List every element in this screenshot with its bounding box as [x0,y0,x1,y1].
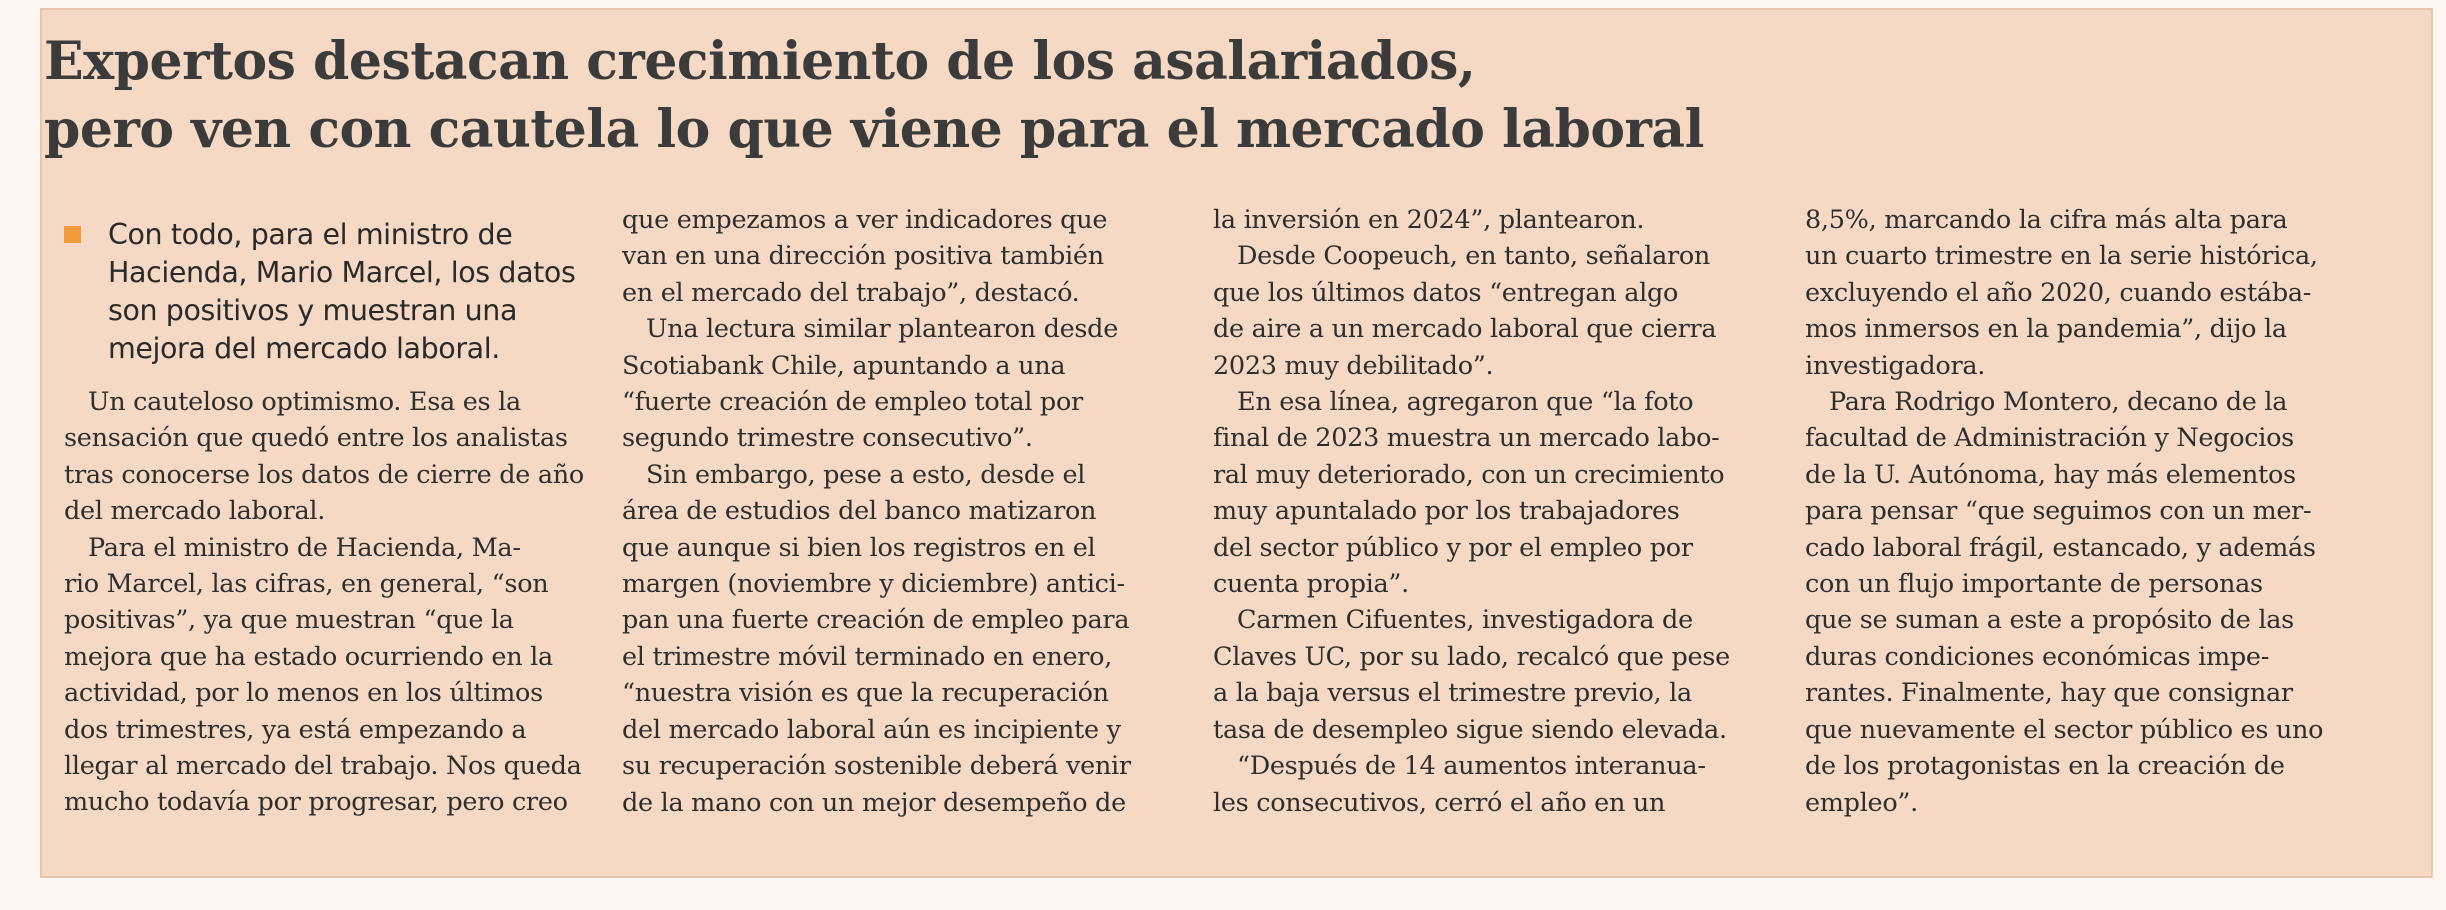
body-line: sensación que quedó entre los analistas [64,423,568,454]
body-line: que empezamos a ver indicadores que [622,205,1108,235]
headline-line: Expertos destacan crecimiento de los asalariados, [44,31,1476,92]
orange-square-bullet-icon [64,226,81,243]
body-line: final de 2023 muestra un mercado labo- [1213,423,1720,454]
body-line: de la U. Autónoma, hay más elementos [1805,459,2296,490]
body-line: Claves UC, por su lado, recalcó que pese [1213,641,1730,672]
body-line: van en una dirección positiva también [622,241,1104,272]
body-line: su recuperación sostenible deberá venir [622,751,1131,782]
body-line: empleo”. [1805,787,1918,818]
body-line: pan una fuerte creación de empleo para [622,605,1130,636]
body-line: del mercado laboral aún es incipiente y [622,714,1121,745]
body-line: ral muy deteriorado, con un crecimiento [1213,459,1725,490]
body-line: de la mano con un mejor desempeño de [622,787,1126,818]
body-line: 8,5%, marcando la cifra más alta para [1805,205,2288,235]
lead-line: Con todo, para el ministro de [108,218,513,251]
body-line: Para Rodrigo Montero, decano de la [1829,387,2288,418]
body-line: investigadora. [1805,350,1986,381]
body-line: En esa línea, agregaron que “la foto [1237,387,1694,418]
body-line: el trimestre móvil terminado en enero, [622,641,1113,672]
article-headline [44,28,2344,164]
body-line: muy apuntalado por los trabajadores [1213,496,1680,527]
body-line: Carmen Cifuentes, investigadora de [1237,605,1693,636]
body-line: la inversión en 2024”, plantearon. [1213,205,1645,235]
headline-line: pero ven con cautela lo que viene para el mercado laboral [44,99,1704,160]
body-line: del mercado laboral. [64,496,326,527]
body-line: mejora que ha estado ocurriendo en la [64,641,553,672]
body-line: segundo trimestre consecutivo”. [622,423,1033,454]
article-column-3 [1213,202,1793,821]
article-column-2 [622,202,1202,821]
body-line: Para el ministro de Hacienda, Ma- [88,532,521,563]
article-column-4 [1805,202,2385,821]
body-line: actividad, por lo menos en los últimos [64,678,543,709]
body-line: dos trimestres, ya está empezando a [64,714,527,745]
body-line: en el mercado del trabajo”, destacó. [622,277,1080,308]
body-line: facultad de Administración y Negocios [1805,423,2294,454]
body-line: para pensar “que seguimos con un mer- [1805,496,2312,527]
body-line: duras condiciones económicas impe- [1805,641,2270,672]
body-line: del sector público y por el empleo por [1213,532,1693,563]
body-line: excluyendo el año 2020, cuando estába- [1805,277,2312,308]
body-line: que se suman a este a propósito de las [1805,605,2294,636]
body-line: Desde Coopeuch, en tanto, señalaron [1237,241,1711,272]
body-line: “Después de 14 aumentos interanua- [1237,751,1706,782]
body-line: positivas”, ya que muestran “que la [64,605,514,636]
body-line: tras conocerse los datos de cierre de año [64,459,584,490]
body-line: con un flujo importante de personas [1805,569,2263,600]
body-line: 2023 muy debilitado”. [1213,350,1494,381]
lead-line: mejora del mercado laboral. [108,332,500,365]
body-line: rio Marcel, las cifras, en general, “son [64,569,549,600]
body-line: que nuevamente el sector público es uno [1805,714,2324,745]
body-line: de los protagonistas en la creación de [1805,751,2285,782]
body-line: cuenta propia”. [1213,569,1409,600]
body-line: “fuerte creación de empleo total por [622,387,1083,418]
lead-summary [64,216,634,368]
body-line: Un cauteloso optimismo. Esa es la [88,387,521,417]
body-line: “nuestra visión es que la recuperación [622,678,1109,709]
body-line: mucho todavía por progresar, pero creo [64,787,568,818]
lead-line: son positivos y muestran una [108,294,518,327]
body-line: Sin embargo, pese a esto, desde el [646,459,1086,490]
lead-line: Hacienda, Mario Marcel, los datos [108,256,576,289]
body-line: les consecutivos, cerró el año en un [1213,787,1666,818]
body-line: Scotiabank Chile, apuntando a una [622,350,1066,381]
body-line: cado laboral frágil, estancado, y además [1805,532,2316,563]
body-line: de aire a un mercado laboral que cierra [1213,314,1717,345]
body-line: llegar al mercado del trabajo. Nos queda [64,751,582,782]
body-line: Una lectura similar plantearon desde [646,314,1118,345]
body-line: área de estudios del banco matizaron [622,496,1097,527]
body-line: que aunque si bien los registros en el [622,532,1096,563]
body-line: que los últimos datos “entregan algo [1213,277,1679,308]
body-line: un cuarto trimestre en la serie histórica, [1805,241,2318,272]
body-line: rantes. Finalmente, hay que consignar [1805,678,2293,709]
body-line: tasa de desempleo sigue siendo elevada. [1213,714,1727,745]
body-line: mos inmersos en la pandemia”, dijo la [1805,314,2287,345]
article-column-1 [64,202,634,821]
body-line: margen (noviembre y diciembre) antici- [622,569,1125,600]
body-line: a la baja versus el trimestre previo, la [1213,678,1692,709]
